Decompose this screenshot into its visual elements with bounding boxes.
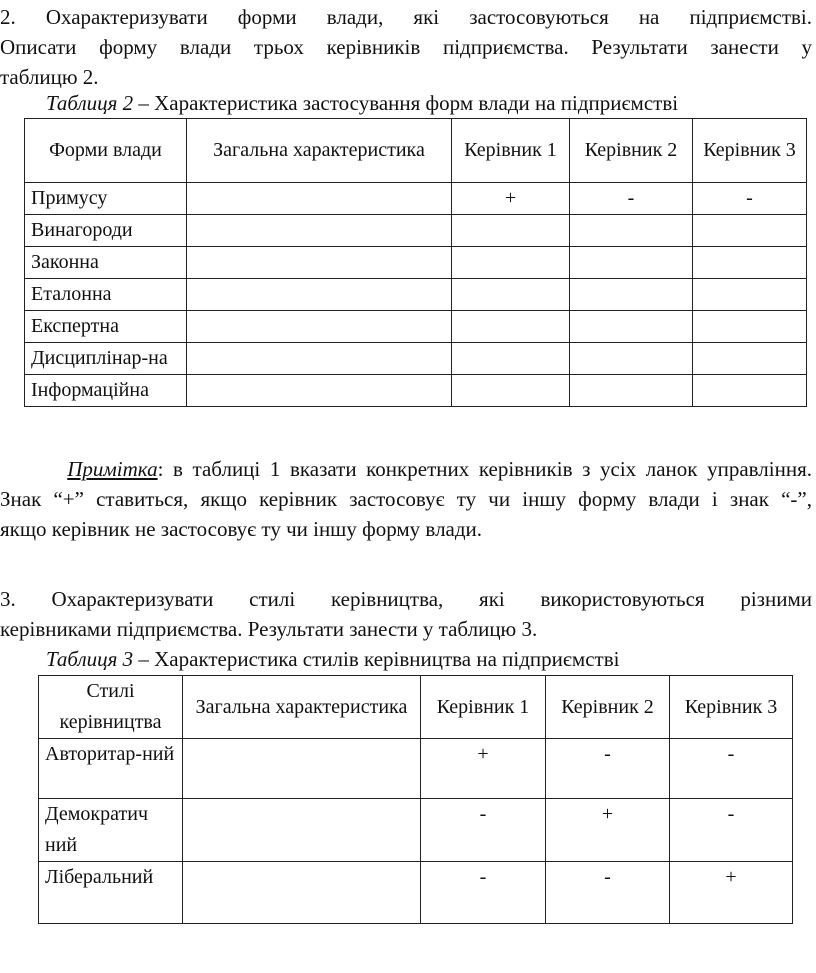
table2-cell-k3[interactable] bbox=[693, 375, 807, 407]
table2 bbox=[24, 118, 807, 407]
table3-cell-name: Ліберальний bbox=[39, 862, 183, 924]
table-row bbox=[25, 279, 807, 311]
table2-cell-name: Примусу bbox=[25, 183, 187, 215]
table2-cell-k1[interactable]: + bbox=[452, 183, 570, 215]
table2-caption bbox=[46, 89, 678, 117]
table2-cell-k3[interactable] bbox=[693, 247, 807, 279]
note-line-2: Знак “+” ставиться, якщо керівник застосовує ту чи іншу форму влади і знак “-”, bbox=[0, 487, 812, 511]
table2-cell-k1[interactable] bbox=[452, 343, 570, 375]
table2-cell-k3[interactable] bbox=[693, 311, 807, 343]
table3-cell-k1[interactable]: - bbox=[421, 799, 546, 862]
task2-paragraph bbox=[0, 2, 812, 92]
table3-cell-general[interactable] bbox=[183, 862, 421, 924]
table2-cell-name: Експертна bbox=[25, 311, 187, 343]
table2-cell-name: Інформаційна bbox=[25, 375, 187, 407]
table3-header-k3: Керівник 3 bbox=[670, 676, 793, 739]
table-row bbox=[25, 343, 807, 375]
table2-header-k1: Керівник 1 bbox=[452, 119, 570, 183]
table3-cell-k1[interactable]: + bbox=[421, 739, 546, 799]
table-row bbox=[25, 183, 807, 215]
table2-cell-general[interactable] bbox=[187, 279, 452, 311]
table3-cell-k3[interactable]: + bbox=[670, 862, 793, 924]
table2-cell-k1[interactable] bbox=[452, 279, 570, 311]
table2-cell-k3[interactable] bbox=[693, 343, 807, 375]
table-row bbox=[39, 739, 793, 799]
table2-cell-general[interactable] bbox=[187, 247, 452, 279]
table3-cell-k2[interactable]: - bbox=[546, 739, 670, 799]
table2-cell-k2[interactable] bbox=[570, 343, 693, 375]
table2-cell-k2[interactable] bbox=[570, 311, 693, 343]
table2-caption-text: – Характеристика застосування форм влади на підприємстві bbox=[133, 91, 679, 115]
task2-line-3: таблицю 2. bbox=[0, 65, 99, 89]
task3-paragraph bbox=[0, 584, 812, 644]
table3-cell-general[interactable] bbox=[183, 799, 421, 862]
table2-cell-k2[interactable] bbox=[570, 215, 693, 247]
table2-cell-k1[interactable] bbox=[452, 247, 570, 279]
table3-cell-general[interactable] bbox=[183, 739, 421, 799]
note-line-1-text: : в таблиці 1 вказати конкретних керівників з усіх ланок управління. bbox=[157, 457, 813, 481]
table-row bbox=[25, 311, 807, 343]
table3-cell-name: Авторитар-ний bbox=[39, 739, 183, 799]
table2-cell-k3[interactable] bbox=[693, 215, 807, 247]
table2-cell-general[interactable] bbox=[187, 375, 452, 407]
table2-cell-k2[interactable] bbox=[570, 375, 693, 407]
table2-cell-k1[interactable] bbox=[452, 375, 570, 407]
task3-line-2: керівниками підприємства. Результати занести у таблицю 3. bbox=[0, 617, 538, 641]
table3-cell-k3[interactable]: - bbox=[670, 799, 793, 862]
table-row bbox=[39, 799, 793, 862]
table-row bbox=[25, 375, 807, 407]
table3-cell-k2[interactable]: - bbox=[546, 862, 670, 924]
note-line-1 bbox=[0, 454, 812, 484]
table3-cell-k1[interactable]: - bbox=[421, 862, 546, 924]
table2-cell-k2[interactable] bbox=[570, 247, 693, 279]
table2-cell-name: Еталонна bbox=[25, 279, 187, 311]
table2-cell-k3[interactable]: - bbox=[693, 183, 807, 215]
table2-cell-general[interactable] bbox=[187, 183, 452, 215]
note-paragraph bbox=[0, 454, 812, 544]
task2-line-2: Описати форму влади трьох керівників підприємства. Результати занести у bbox=[0, 35, 812, 59]
table2-header-general: Загальна характеристика bbox=[187, 119, 452, 183]
table-row bbox=[39, 862, 793, 924]
table2-caption-number: Таблиця 2 bbox=[46, 91, 134, 115]
table2-cell-name bbox=[25, 343, 187, 375]
table3-header-row bbox=[39, 676, 793, 739]
task2-line-1: 2. Охарактеризувати форми влади, які застосовуються на підприємстві. bbox=[0, 5, 812, 29]
table2-cell-k2[interactable] bbox=[570, 279, 693, 311]
table2-cell-k3[interactable] bbox=[693, 279, 807, 311]
table2-header-row bbox=[25, 119, 807, 183]
table3-caption-text: – Характеристика стилів керівництва на підприємстві bbox=[133, 647, 620, 671]
note-line-3: якщо керівник не застосовує ту чи іншу форму влади. bbox=[0, 517, 483, 541]
task3-line-1: 3. Охарактеризувати стилі керівництва, які використовуються різними bbox=[0, 587, 812, 611]
table-row bbox=[25, 215, 807, 247]
table-row bbox=[25, 247, 807, 279]
table3-header-k2: Керівник 2 bbox=[546, 676, 670, 739]
table2-cell-general[interactable] bbox=[187, 311, 452, 343]
table2-cell-k1[interactable] bbox=[452, 311, 570, 343]
table3-header-styles: Стилі керівництва bbox=[39, 676, 183, 739]
table3-cell-k3[interactable]: - bbox=[670, 739, 793, 799]
table2-cell-general[interactable] bbox=[187, 215, 452, 247]
table3-caption-number: Таблиця 3 bbox=[46, 647, 134, 671]
table2-header-forms: Форми влади bbox=[25, 119, 187, 183]
table2-cell-name: Винагороди bbox=[25, 215, 187, 247]
table2-cell-general[interactable] bbox=[187, 343, 452, 375]
table3-caption bbox=[46, 645, 619, 673]
table2-cell-k1[interactable] bbox=[452, 215, 570, 247]
table3-cell-k2[interactable]: + bbox=[546, 799, 670, 862]
table3-header-general: Загальна характеристика bbox=[183, 676, 421, 739]
table2-cell-k2[interactable]: - bbox=[570, 183, 693, 215]
table3 bbox=[38, 675, 793, 924]
note-label: Примітка bbox=[67, 457, 158, 481]
table3-header-k1: Керівник 1 bbox=[421, 676, 546, 739]
table2-cell-name-text: Дисциплінар-на bbox=[31, 347, 168, 369]
table2-header-k3: Керівник 3 bbox=[693, 119, 807, 183]
table2-cell-name: Законна bbox=[25, 247, 187, 279]
table3-cell-name: Демократич ний bbox=[39, 799, 183, 862]
table2-header-k2: Керівник 2 bbox=[570, 119, 693, 183]
